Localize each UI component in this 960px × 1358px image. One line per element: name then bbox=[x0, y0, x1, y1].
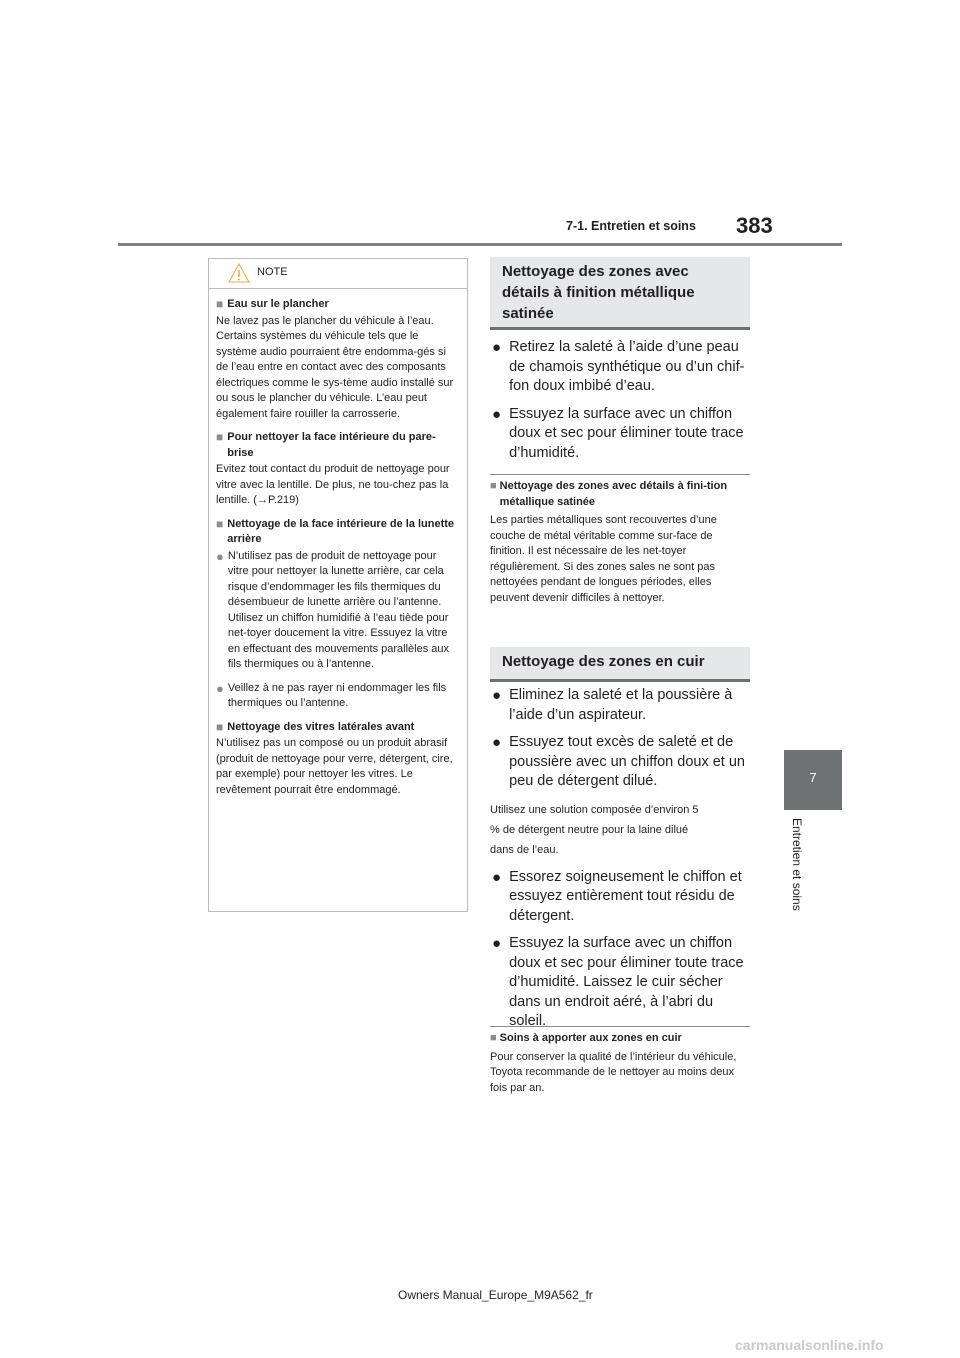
info-block bbox=[490, 1026, 750, 1096]
info-heading bbox=[490, 479, 750, 510]
list-item-text: Essuyez la surface avec un chiffon doux et sec pour éliminer toute trace d’humidité. Laissez le cuir sécher dans un endroit aéré, à l’abri du soleil. bbox=[509, 935, 744, 1029]
list-item bbox=[490, 405, 752, 464]
list-item-text: Essuyez la surface avec un chiffon doux et sec pour éliminer toute trace d’humidité. bbox=[509, 405, 744, 461]
list-item bbox=[490, 868, 752, 927]
list-item bbox=[490, 338, 752, 397]
note-paragraph: N’utilisez pas un composé ou un produit abrasif (produit de nettoyage pour verre, détergent, cire, par exemple) pour nettoyer les vitres. Le revêtement pourrait être endommagé. bbox=[216, 737, 453, 796]
list-item-text: Eliminez la saleté et la poussière à l’aide d’un aspirateur. bbox=[509, 687, 733, 723]
info-heading-text: Nettoyage des zones avec détails à fini-tion métallique satinée bbox=[499, 480, 728, 508]
plain-text: dans de l’eau. bbox=[490, 843, 559, 856]
list-item bbox=[216, 681, 459, 712]
plain-text: % de détergent neutre pour la laine dilué bbox=[490, 823, 689, 836]
dot-bullet-icon: ● bbox=[216, 680, 224, 696]
list-item-text: N’utilisez pas de produit de nettoyage pour vitre pour nettoyer la lunette arrière, car cela risque d’endommager les fils thermiques du désembueur de lunette arrière ou l’antenne. Utilisez un chiffon humidifié à l’eau tiède pour net-toyer doucement la vitre. Essuyez la vitre en effectuant des mouvements parallèles aux fils thermiques ou à l’antenne. bbox=[227, 549, 450, 670]
note-text: Certains systèmes du véhicule tels que le système audio pourraient être endomma-gés si de l’eau entre en contact avec des composants électriques comme le sys-tème audio installé sur ou sous le plancher du véhicule. L’eau peut également faire rouiller la carrosserie. bbox=[216, 330, 454, 420]
dot-bullet-icon: ● bbox=[492, 734, 502, 751]
chapter-number: 7 bbox=[809, 770, 817, 785]
watermark: carmanualsonline.info bbox=[735, 1337, 884, 1353]
list-item bbox=[490, 934, 752, 1032]
section-heading: Nettoyage des zones avec détails à finition métallique satinée bbox=[490, 257, 750, 330]
section-header: 7-1. Entretien et soins bbox=[566, 219, 696, 233]
header-rule bbox=[118, 243, 842, 246]
plain-text: Utilisez une solution composée d’environ 5 bbox=[490, 803, 699, 816]
note-heading bbox=[216, 297, 459, 313]
bullet-list bbox=[490, 686, 752, 1040]
note-body bbox=[209, 289, 467, 798]
list-item bbox=[490, 686, 752, 725]
square-bullet-icon: ■ bbox=[216, 297, 224, 311]
bullet-list bbox=[490, 338, 752, 471]
note-text: Ne lavez pas le plancher du véhicule à l’eau. bbox=[216, 314, 434, 327]
note-header bbox=[209, 259, 467, 289]
list-item-text: Essuyez tout excès de saleté et de poussière avec un chiffon doux et un peu de détergent dilué. bbox=[509, 734, 745, 789]
info-text: Pour conserver la qualité de l’intérieur du véhicule, Toyota recommande de le nettoyer au moins deux fois par an. bbox=[490, 1050, 737, 1094]
note-heading bbox=[216, 430, 459, 461]
info-block bbox=[490, 474, 750, 606]
dot-bullet-icon: ● bbox=[492, 339, 502, 356]
list-item-text: Retirez la saleté à l’aide d’une peau de chamois synthétique ou d’un chif-fon doux imbibé d’eau. bbox=[509, 339, 745, 394]
list-item bbox=[216, 549, 459, 673]
note-heading-text: Eau sur le plancher bbox=[227, 298, 329, 310]
square-bullet-icon: ■ bbox=[216, 719, 224, 734]
note-title: NOTE bbox=[257, 266, 288, 278]
list-item-text: Veillez à ne pas rayer ni endommager les fils thermiques ou l’antenne. bbox=[227, 681, 447, 709]
note-paragraph: Evitez tout contact du produit de nettoyage pour vitre avec la lentille. De plus, ne tou-chez pas la lentille. (→P.219) bbox=[216, 463, 450, 506]
footer-text: Owners Manual_Europe_M9A562_fr bbox=[398, 1288, 593, 1302]
dot-bullet-icon: ● bbox=[492, 687, 502, 704]
square-bullet-icon: ■ bbox=[490, 480, 497, 492]
note-heading-text: Pour nettoyer la face intérieure du pare-brise bbox=[227, 431, 436, 459]
square-bullet-icon: ■ bbox=[216, 516, 224, 531]
dot-bullet-icon: ● bbox=[216, 548, 224, 564]
square-bullet-icon: ■ bbox=[490, 1032, 497, 1044]
info-heading bbox=[490, 1031, 750, 1047]
section-heading: Nettoyage des zones en cuir bbox=[490, 647, 750, 682]
info-heading-text: Soins à apporter aux zones en cuir bbox=[499, 1032, 682, 1044]
note-heading-text: Nettoyage des vitres latérales avant bbox=[227, 720, 415, 733]
info-text: Les parties métalliques sont recouvertes d’une couche de métal véritable comme sur-face de finition. Il est nécessaire de les net-toyer régulièrement. Si des zones sales ne sont pas nettoyées pendant de longues périodes, elles peuvent devenir difficiles à nettoyer. bbox=[490, 514, 717, 604]
chapter-tab bbox=[784, 750, 842, 810]
note-heading bbox=[216, 720, 459, 736]
note-box bbox=[208, 258, 468, 912]
note-heading bbox=[216, 517, 459, 548]
warning-triangle-icon bbox=[227, 262, 251, 284]
page-number: 383 bbox=[736, 213, 773, 238]
square-bullet-icon: ■ bbox=[216, 430, 224, 444]
list-item-text: Essorez soigneusement le chiffon et essuyez entièrement tout résidu de détergent. bbox=[509, 868, 742, 924]
dot-bullet-icon: ● bbox=[492, 868, 502, 886]
chapter-label: Entretien et soins bbox=[790, 818, 804, 911]
note-paragraph bbox=[216, 314, 459, 423]
dot-bullet-icon: ● bbox=[492, 405, 502, 423]
list-item bbox=[490, 733, 752, 792]
dot-bullet-icon: ● bbox=[492, 935, 502, 952]
note-heading-text: Nettoyage de la face intérieure de la lunette arrière bbox=[227, 517, 455, 545]
